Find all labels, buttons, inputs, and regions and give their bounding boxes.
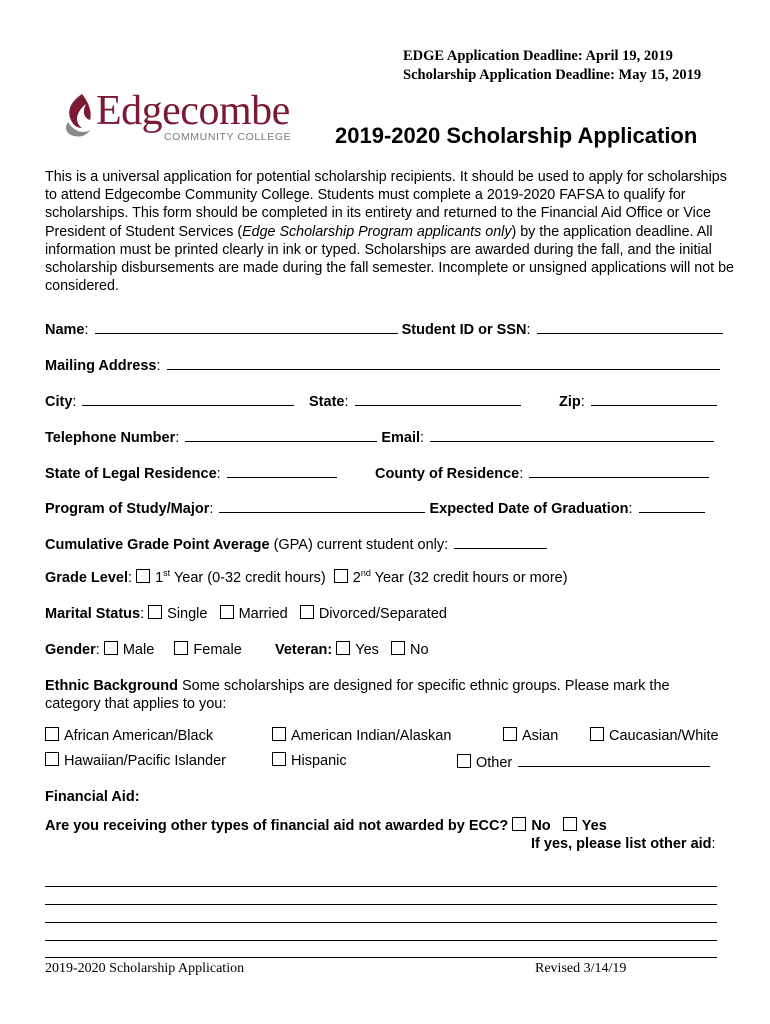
ethnic-desc: Some scholarships are designed for specific ethnic groups. Please mark the category that applies to you:	[45, 678, 670, 712]
logo-name: Edgecombe	[96, 88, 290, 134]
divorced-checkbox[interactable]	[300, 605, 314, 619]
caucasian-label: Caucasian/White	[609, 728, 719, 744]
name-field[interactable]	[95, 319, 398, 334]
gpa-text: (GPA) current student only:	[269, 537, 453, 553]
ethnic-option-other	[457, 752, 710, 772]
aid-line-1[interactable]	[45, 886, 717, 887]
telephone-field[interactable]	[185, 427, 377, 442]
edge-deadline: EDGE Application Deadline: April 19, 2019	[403, 48, 673, 64]
veteran-label: Veteran:	[275, 642, 333, 658]
name-row: Name: Student ID or SSN:	[45, 319, 723, 339]
grade-1-sup: st	[163, 568, 171, 579]
grade-level-label: Grade Level	[45, 570, 129, 586]
program-field[interactable]	[219, 498, 425, 513]
financial-list-label: If yes, please list other aid	[531, 836, 712, 852]
hispanic-label: Hispanic	[291, 753, 347, 769]
financial-heading: Financial Aid:	[45, 789, 140, 805]
telephone-row: Telephone Number: Email:	[45, 427, 714, 447]
gpa-row	[45, 534, 547, 554]
veteran-no-label: No	[410, 642, 429, 658]
african-label: African American/Black	[64, 728, 214, 744]
gpa-field[interactable]	[454, 534, 547, 549]
american-indian-checkbox[interactable]	[272, 727, 286, 741]
aid-no-checkbox[interactable]	[512, 817, 526, 831]
aid-no-label: No	[531, 818, 551, 834]
intro-italic: Edge Scholarship Program applicants only	[242, 223, 512, 240]
veteran-yes-checkbox[interactable]	[336, 641, 350, 655]
hawaiian-label: Hawaiian/Pacific Islander	[64, 753, 226, 769]
aid-yes-checkbox[interactable]	[563, 817, 577, 831]
graduation-label: Expected Date of Graduation	[429, 501, 629, 517]
state-field[interactable]	[355, 391, 521, 406]
single-checkbox[interactable]	[148, 605, 162, 619]
residence-row: State of Legal Residence:	[45, 463, 337, 483]
telephone-label: Telephone Number	[45, 430, 176, 446]
gpa-label: Cumulative Grade Point Average	[45, 537, 270, 553]
grade-1-label: Year (0-32 credit hours)	[170, 570, 326, 586]
student-id-label: Student ID or SSN	[401, 322, 527, 338]
ethnic-option-hawaiian	[45, 752, 226, 770]
intro-part2: ) by the application deadline. All information must be printed clearly in ink or typed. Scholarships are awarded during the fall, and the initial scholarship disbursements are made during the fall semester. Incomplete or unsigned applications will not be considered.	[45, 223, 735, 295]
male-checkbox[interactable]	[104, 641, 118, 655]
other-field[interactable]	[518, 752, 710, 767]
caucasian-checkbox[interactable]	[590, 727, 604, 741]
hispanic-checkbox[interactable]	[272, 752, 286, 766]
mailing-row: Mailing Address:	[45, 355, 720, 375]
county-field[interactable]	[529, 463, 709, 478]
marital-label: Marital Status	[45, 606, 141, 622]
grade-1-checkbox[interactable]	[136, 569, 150, 583]
single-label: Single	[167, 606, 208, 622]
mailing-label: Mailing Address	[45, 358, 157, 374]
grade-2-checkbox[interactable]	[334, 569, 348, 583]
ethnic-option-african	[45, 727, 213, 745]
ethnic-option-asian	[503, 727, 558, 745]
city-field[interactable]	[82, 391, 294, 406]
footer-right: Revised 3/14/19	[535, 961, 627, 976]
flame-logo-icon	[62, 92, 96, 138]
grade-2-sup: nd	[360, 568, 371, 579]
african-checkbox[interactable]	[45, 727, 59, 741]
gender-row: Gender: Male Female	[45, 642, 242, 658]
other-checkbox[interactable]	[457, 754, 471, 768]
page-title: 2019-2020 Scholarship Application	[335, 123, 698, 148]
other-label: Other	[476, 755, 513, 771]
graduation-field[interactable]	[639, 498, 705, 513]
female-checkbox[interactable]	[174, 641, 188, 655]
intro-part1: This is a universal application for potential scholarship recipients. It should be used to apply for scholarships to attend Edgecombe Community College. Students must complete a 2019-2020 FAFSA to qualify for scholarships. This form should be completed in its entirety and returned to the Financial Aid Office or Vice President of Student Services (	[45, 169, 727, 240]
grade-1-num: 1	[155, 570, 164, 586]
ethnic-description	[45, 677, 725, 713]
gender-label: Gender	[45, 642, 96, 658]
email-field[interactable]	[430, 427, 714, 442]
mailing-field[interactable]	[167, 355, 720, 370]
aid-line-3[interactable]	[45, 922, 717, 923]
zip-field[interactable]	[591, 391, 717, 406]
ethnic-option-caucasian	[590, 727, 719, 745]
ethnic-label: Ethnic Background	[45, 678, 178, 694]
student-id-field[interactable]	[537, 319, 723, 334]
married-label: Married	[238, 606, 288, 622]
footer-rule	[45, 957, 717, 958]
married-checkbox[interactable]	[220, 605, 234, 619]
email-label: Email	[381, 430, 421, 446]
grade-2-num: 2	[352, 570, 361, 586]
veteran-no-checkbox[interactable]	[391, 641, 405, 655]
deadlines	[403, 47, 701, 85]
zip-row: Zip:	[559, 391, 717, 411]
asian-label: Asian	[522, 728, 559, 744]
footer-left: 2019-2020 Scholarship Application	[45, 961, 245, 976]
american-indian-label: American Indian/Alaskan	[291, 728, 452, 744]
aid-line-4[interactable]	[45, 940, 717, 941]
county-row: County of Residence:	[375, 463, 709, 483]
ethnic-option-american-indian	[272, 727, 451, 745]
intro-paragraph	[45, 168, 735, 295]
city-row: City:	[45, 391, 294, 411]
name-label: Name	[45, 322, 85, 338]
divorced-label: Divorced/Separated	[318, 606, 447, 622]
veteran-row	[275, 641, 429, 659]
financial-question: Are you receiving other types of financial aid not awarded by ECC?	[45, 818, 509, 834]
aid-yes-label: Yes	[581, 818, 607, 834]
program-label: Program of Study/Major	[45, 501, 210, 517]
hawaiian-checkbox[interactable]	[45, 752, 59, 766]
grade-2-label: Year (32 credit hours or more)	[370, 570, 568, 586]
financial-list-label-row: If yes, please list other aid:	[531, 836, 716, 852]
legal-residence-field[interactable]	[227, 463, 337, 478]
aid-line-2[interactable]	[45, 904, 717, 905]
ethnic-option-hispanic	[272, 752, 347, 770]
scholarship-deadline: Scholarship Application Deadline: May 15, 2019	[403, 67, 702, 83]
marital-row: Marital Status: Single Married Divorced/Separated	[45, 606, 447, 622]
city-label: City	[45, 394, 73, 410]
asian-checkbox[interactable]	[503, 727, 517, 741]
legal-residence-label: State of Legal Residence	[45, 466, 217, 482]
financial-question-row	[45, 817, 607, 835]
state-label: State	[309, 394, 345, 410]
logo-subtitle: COMMUNITY COLLEGE	[164, 131, 292, 143]
zip-label: Zip	[559, 394, 581, 410]
state-row: State:	[309, 391, 521, 411]
county-label: County of Residence	[375, 466, 520, 482]
program-row: Program of Study/Major: Expected Date of Graduation:	[45, 498, 705, 518]
grade-level-row: Grade Level: 1st Year (0-32 credit hours) 2nd Year (32 credit hours or more)	[45, 568, 568, 586]
veteran-yes-label: Yes	[355, 642, 379, 658]
male-label: Male	[122, 642, 155, 658]
female-label: Female	[193, 642, 242, 658]
